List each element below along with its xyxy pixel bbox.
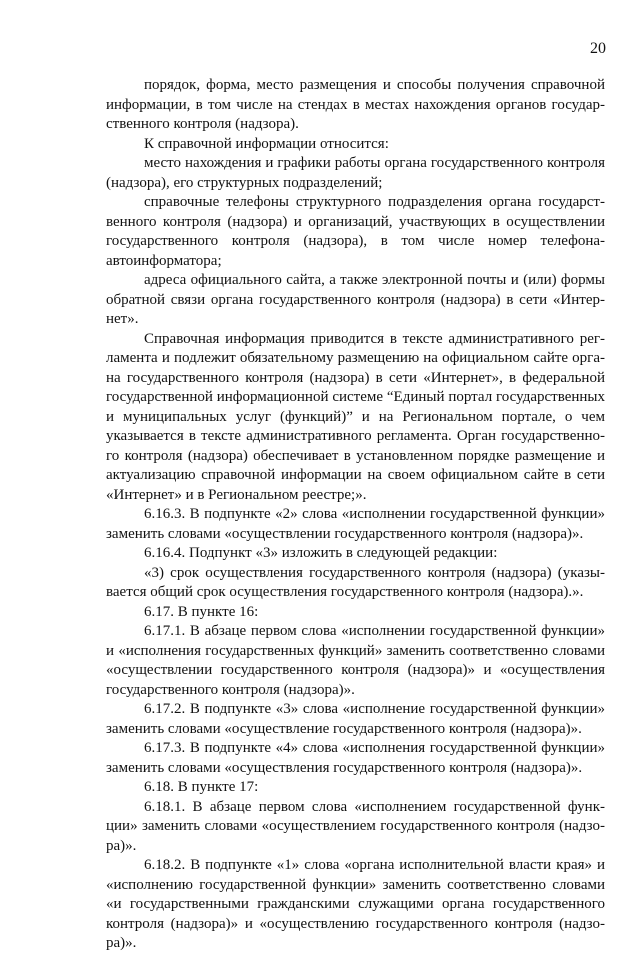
paragraph: 6.17.3. В подпункте «4» слова «исполнения государственной функции» заменить словами «осуществления государственного контроля (надзора)». — [106, 740, 605, 776]
paragraph: 6.16.4. Подпункт «3» изложить в следующей редакции: — [144, 545, 498, 561]
paragraph: 6.17.2. В подпункте «3» слова «исполнение государственной функции» заменить словами «осуществление государственного контроля (надзора)». — [106, 701, 605, 737]
document-body — [106, 76, 605, 954]
page-number: 20 — [590, 40, 606, 57]
paragraph: порядок, форма, место размещения и способы получения справочной информации, в том числе на стендах в местах нахождения органов государственного контроля (надзора). — [106, 77, 605, 132]
paragraph: 6.18. В пункте 17: — [144, 779, 259, 795]
paragraph: 6.17. В пункте 16: — [144, 603, 259, 620]
paragraph: 6.18.1. В абзаце первом слова «исполнением государственной функции» заменить словами «осуществлением государственного контроля (надзора)». — [106, 798, 605, 854]
paragraph: место нахождения и графики работы органа государственного контроля (надзора), его структурных подразделений; — [106, 155, 605, 191]
paragraph: справочные телефоны структурного подразделения органа государственного контроля (надзора) и организаций, участвующих в осуществлении государственного контроля (надзора), в том числе номер телефона-автоинформатора; — [106, 194, 605, 269]
paragraph: «3) срок осуществления государственного контроля (надзора) (указывается общий срок осуществления государственного контроля (надзора).». — [106, 564, 605, 600]
paragraph: Справочная информация приводится в тексте административного регламента и подлежит обязательному размещению на официальном сайте органа государственного контроля (надзора) в сети «Интернет», в федеральной государственной информационной системе “Единый портал государственных и муниципальных услуг (функций)” и на Региональном портале, о чем указывается в тексте административного регламента. Орган государственного контроля (надзора) обеспечивает в установленном порядке размещение и актуализацию справочной информации на своем официальном сайте в сети «Интернет» и в Региональном реестре;». — [106, 330, 605, 503]
paragraph: адреса официального сайта, а также электронной почты и (или) формы обратной связи органа государственного контроля (надзора) в сети «Интернет». — [106, 272, 605, 327]
paragraph: К справочной информации относится: — [144, 135, 389, 152]
paragraph: 6.16.3. В подпункте «2» слова «исполнении государственной функции» заменить словами «осуществлении государственного контроля (надзора)». — [106, 506, 605, 542]
paragraph: 6.17.1. В абзаце первом слова «исполнении государственной функции» и «исполнения государственных функций» заменить соответственно словами «осуществлении государственного контроля (надзора)» и «осуществления государственного контроля (надзора)». — [106, 623, 605, 698]
paragraph: 6.18.2. В подпункте «1» слова «органа исполнительной власти края» и «исполнению государственной функции» заменить соответственно словами «и государственными гражданскими служащими органа государственного контроля (надзора)» и «осуществлению государственного контроля (надзора)». — [106, 857, 605, 951]
